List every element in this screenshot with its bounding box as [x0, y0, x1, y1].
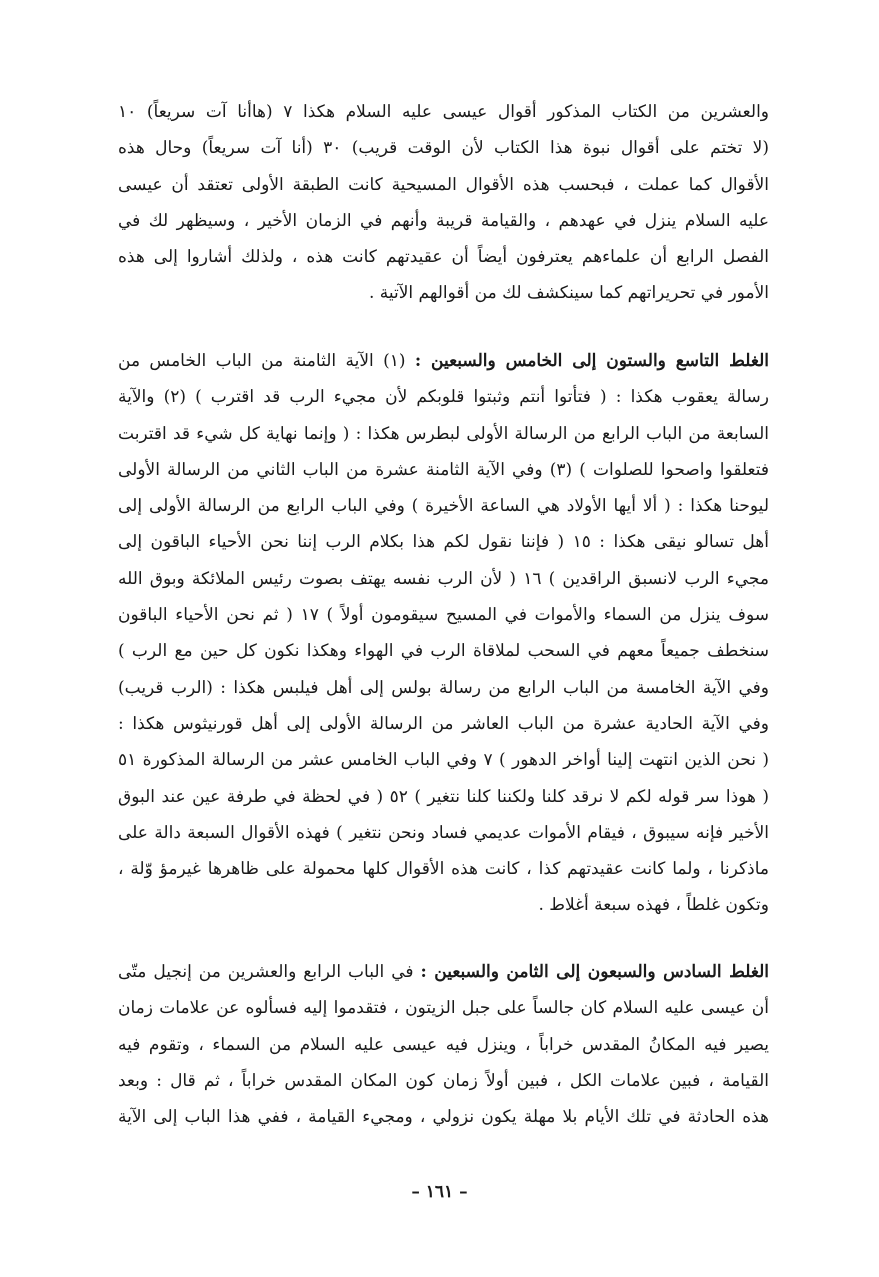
text-line: وتكون غلطاً ، فهذه سبعة أغلاط . — [538, 895, 769, 916]
text-line: القيامة ، فبين علامات الكل ، فبين أولاً زمان كون المكان المقدس خراباً ، ثم قال : وبعد — [118, 1070, 769, 1091]
text-line: سنخطف جميعاً معهم في السحب لملاقاة الرب في الهواء وهكذا نكون كل حين مع الرب ) — [118, 641, 769, 662]
text-line: والعشرين من الكتاب المذكور أقوال عيسى عليه السلام هكذا ٧ (هاأنا آت سريعاً) ١٠ — [118, 102, 769, 122]
text-span: في الباب الرابع والعشرين من إنجيل متّى — [118, 962, 421, 982]
text-line: مجيء الرب لانسبق الراقدين ) ١٦ ( لأن الرب نفسه يهتف بصوت رئيس الملائكة وبوق الله — [118, 568, 769, 589]
text-line: الفصل الرابع أن علماءهم يعترفون أيضاً أن عقيدتهم كانت هذه ، ولذلك أشاروا إلى هذه — [118, 247, 769, 268]
text-line: ( هوذا سر قوله لكم لا نرقد كلنا ولكننا كلنا نتغير ) ٥٢ ( في لحظة في طرفة عين عند البوق — [118, 786, 769, 807]
text-line: رسالة يعقوب هكذا : ( فتأتوا أنتم وثبتوا قلوبكم لأن مجيء الرب قد اقترب ) (٢) والآية — [118, 387, 769, 408]
text-line: هذه الحادثة في تلك الأيام بلا مهلة يكون نزولي ، ومجيء القيامة ، ففي هذا الباب إلى الآية — [118, 1107, 769, 1128]
text-line: وفي الآية الخامسة من الباب الرابع من رسالة بولس إلى أهل فيلبس هكذا : (الرب قريب) — [118, 677, 769, 698]
text-line: عليه السلام ينزل في عهدهم ، والقيامة قريبة وأنهم في الزمان الأخير ، وسيظهر لك في — [118, 210, 769, 231]
paragraph-continuation — [118, 94, 769, 312]
section-heading: الغلط التاسع والستون إلى الخامس والسبعين : — [414, 351, 769, 371]
paragraph-error-76-78 — [118, 954, 769, 1135]
text-line: يصير فيه المكانُ المقدس خراباً ، وينزل فيه عيسى عليه السلام من السماء ، وتقوم فيه — [118, 1034, 769, 1055]
paragraph-error-69-75 — [118, 343, 769, 924]
text-line: ( نحن الذين انتهت إلينا أواخر الدهور ) ٧ وفي الباب الخامس عشر من الرسالة المذكورة ٥١ — [118, 750, 769, 771]
text-line: فتعلقوا واصحوا للصلوات ) (٣) وفي الآية الثامنة عشرة من الباب الثاني من الرسالة الأولى — [118, 459, 769, 480]
text-span: (١) الآية الثامنة من الباب الخامس من — [118, 351, 415, 371]
text-line: الأقوال كما عملت ، فبحسب هذه الأقوال المسيحية كانت الطبقة الأولى تعتقد أن عيسى — [118, 174, 769, 195]
text-line: (لا تختم على أقوال نبوة هذا الكتاب لأن الوقت قريب) ٣٠ (أنا آت سريعاً) وحال هذه — [118, 138, 769, 159]
text-line: وفي الآية الحادية عشرة من الباب العاشر من الرسالة الأولى إلى أهل قورنيثوس هكذا : — [118, 713, 769, 734]
text-line: السابعة من الباب الرابع من الرسالة الأولى لبطرس هكذا : ( وإنما نهاية كل شيء قد اقتربت — [118, 423, 769, 444]
text-line: سوف ينزل من السماء والأموات في المسيح سيقومون أولاً ) ١٧ ( ثم نحن الأحياء الباقون — [118, 605, 769, 626]
text-line: ليوحنا هكذا : ( ألا أيها الأولاد هي الساعة الأخيرة ) وفي الباب الرابع من الرسالة الأولى إلى — [118, 496, 769, 517]
text-line: أن عيسى عليه السلام كان جالساً على جبل الزيتون ، فتقدموا إليه فسألوه عن علامات زمان — [118, 998, 769, 1019]
text-line: أهل تسالو نيقى هكذا : ١٥ ( فإننا نقول لكم هذا بكلام الرب إننا نحن الأحياء الباقون إلى — [118, 532, 769, 553]
section-heading: الغلط السادس والسبعون إلى الثامن والسبعين : — [420, 962, 769, 982]
text-line — [118, 954, 769, 990]
page-number: – ١٦١ – — [411, 1182, 468, 1202]
text-line: الأمور في تحريراتهم كما سينكشف لك من أقوالهم الآتية . — [368, 283, 769, 304]
text-line: الأخير فإنه سيبوق ، فيقام الأموات عديمي فساد ونحن نتغير ) فهذه الأقوال السبعة دالة على — [118, 822, 769, 843]
text-line — [118, 343, 769, 379]
text-line: ماذكرنا ، ولما كانت عقيدتهم كذا ، كانت هذه الأقوال كلها محمولة على ظاهرها غيرمؤ وّلة ، — [118, 859, 769, 880]
